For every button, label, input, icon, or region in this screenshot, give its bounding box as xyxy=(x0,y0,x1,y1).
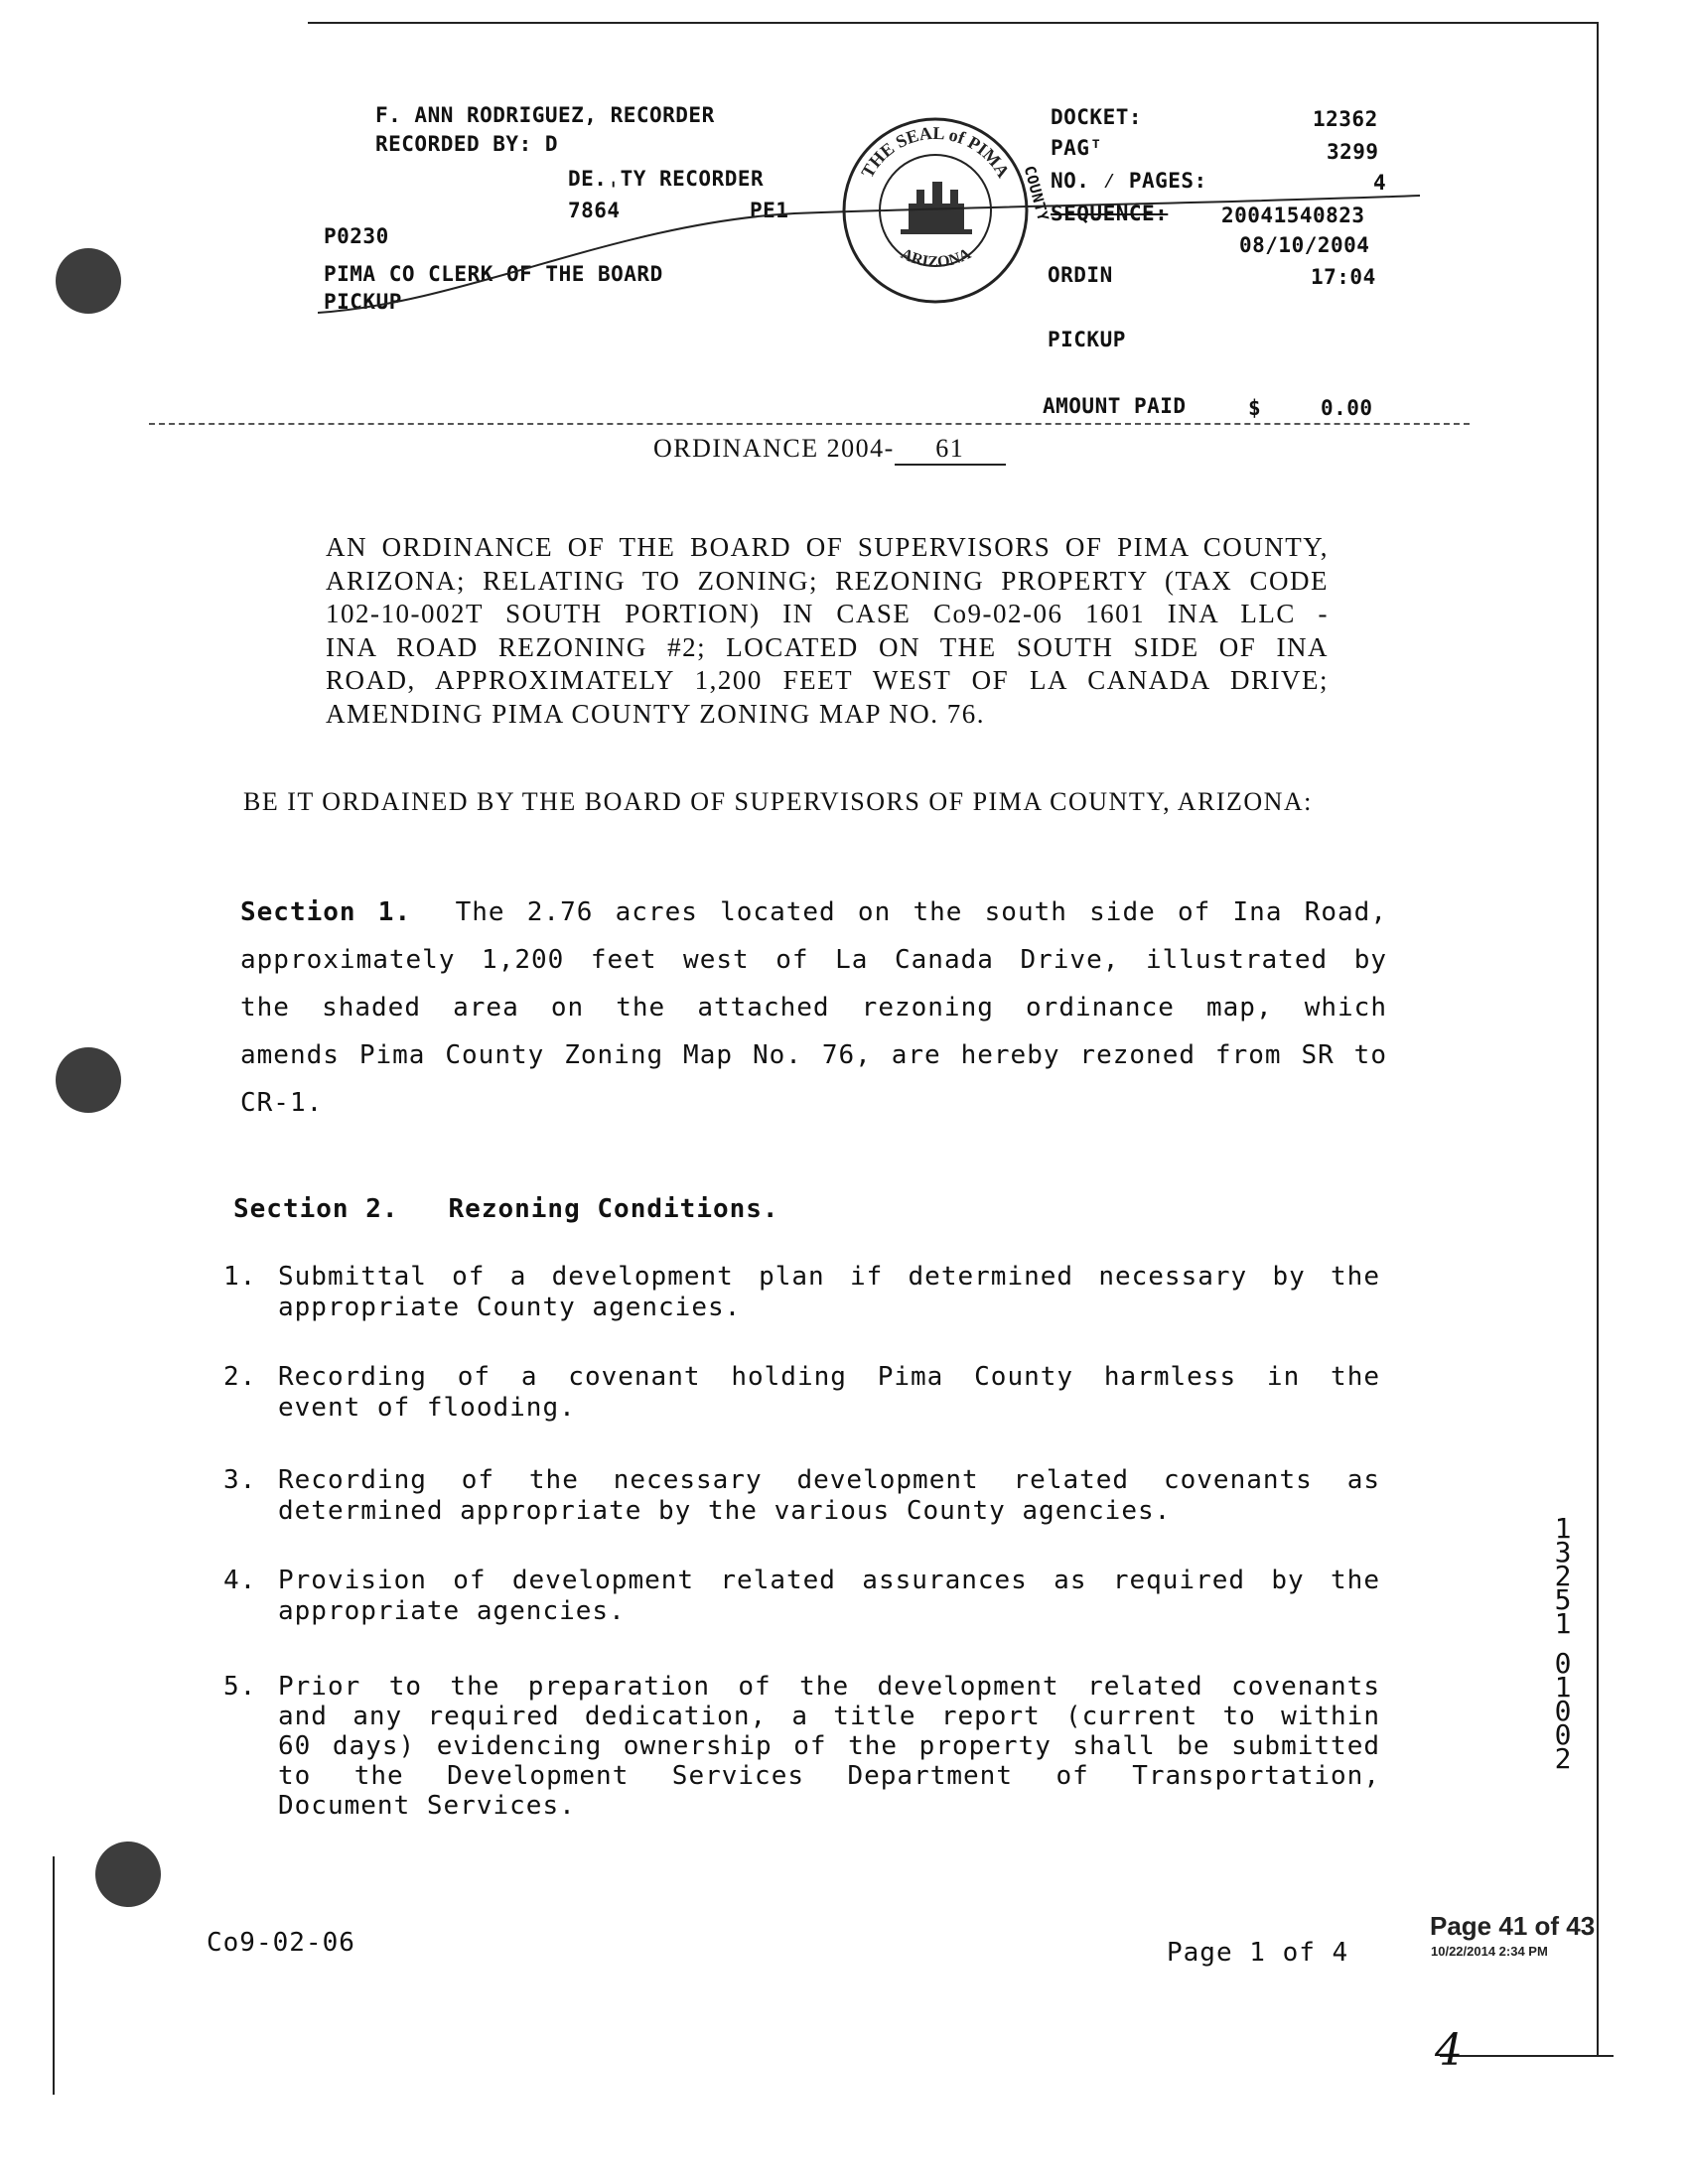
condition-line: and any required dedication, a title report (current to within xyxy=(278,1702,1380,1731)
section-1-heading: Section 1. xyxy=(240,897,412,927)
enactment-clause: BE IT ORDAINED BY THE BOARD OF SUPERVISORS OF PIMA COUNTY, ARIZONA: xyxy=(243,787,1313,816)
ordinance-title xyxy=(653,434,1006,466)
condition-number: 4. xyxy=(223,1566,257,1595)
header-separator xyxy=(149,423,1470,425)
page-border-right xyxy=(1597,22,1599,2057)
docket-label: DOCKET: xyxy=(1051,105,1143,129)
margin-digit: 0 xyxy=(1554,1695,1572,1727)
section-1-line: approximately 1,200 feet west of La Canada Drive, illustrated by xyxy=(240,945,1387,975)
condition-item xyxy=(223,1262,1380,1323)
recorder-code-3: P0230 xyxy=(324,224,389,248)
recorder-code-2: PE1 xyxy=(750,199,789,222)
section-2-heading-row xyxy=(233,1194,779,1224)
margin-digit: 5 xyxy=(1554,1583,1572,1616)
docket-pickup: PICKUP xyxy=(1048,328,1126,351)
docket-value: 12362 xyxy=(1313,107,1378,131)
section-1-line: the shaded area on the attached rezoning ordinance map, which xyxy=(240,993,1387,1023)
condition-item xyxy=(223,1672,1380,1821)
caption-line: ARIZONA; RELATING TO ZONING; REZONING PROPERTY (TAX CODE xyxy=(326,565,1329,596)
punch-hole-bottom xyxy=(95,1842,161,1907)
ordinance-caption xyxy=(326,531,1329,731)
condition-item xyxy=(223,1566,1380,1627)
amount-label: AMOUNT PAID xyxy=(1043,394,1187,418)
page-border-left xyxy=(53,1856,55,2095)
footer-page-number: Page 1 of 4 xyxy=(1167,1938,1349,1968)
ordinance-number: 61 xyxy=(895,434,1006,466)
condition-line: determined appropriate by the various County agencies. xyxy=(278,1496,1172,1526)
section-1-line: CR-1. xyxy=(240,1088,324,1118)
handwritten-mark: 4 xyxy=(1435,2025,1463,2076)
pages-value: 4 xyxy=(1373,171,1387,195)
condition-item xyxy=(223,1465,1380,1527)
margin-digit: 0 xyxy=(1554,1718,1572,1751)
svg-text:THE SEAL of PIMA xyxy=(857,123,1013,182)
caption-line: ROAD, APPROXIMATELY 1,200 FEET WEST OF LA CANADA DRIVE; xyxy=(326,665,1329,695)
caption-line: INA ROAD REZONING #2; LOCATED ON THE SOUTH SIDE OF INA xyxy=(326,631,1329,662)
caption-line: 102-10-002T SOUTH PORTION) IN CASE Co9-02-06 1601 INA LLC - xyxy=(326,599,1329,628)
condition-number: 5. xyxy=(223,1672,257,1702)
seal-bottom-text: ARIZONA xyxy=(898,245,974,271)
condition-line: to the Development Services Department of Transportation, xyxy=(278,1761,1380,1791)
condition-line: event of flooding. xyxy=(278,1393,576,1423)
amount-currency: $ xyxy=(1248,396,1262,420)
condition-line: Recording of a covenant holding Pima County harmless in the xyxy=(278,1362,1380,1392)
recorder-method: PICKUP xyxy=(324,290,402,314)
deputy-recorder: DE.ˌTY RECORDER xyxy=(568,167,765,191)
section-2-heading: Section 2. xyxy=(233,1194,399,1224)
condition-line: appropriate County agencies. xyxy=(278,1293,742,1322)
sequence-value: 20041540823 xyxy=(1221,204,1365,227)
margin-digit: 2 xyxy=(1554,1742,1572,1775)
section-2-title: Rezoning Conditions. xyxy=(448,1194,779,1224)
recorded-date: 08/10/2004 xyxy=(1239,233,1370,257)
condition-number: 2. xyxy=(223,1362,257,1392)
section-1-text: The 2.76 acres located on the south side of Ina Road, xyxy=(455,897,1387,927)
margin-digit: 1 xyxy=(1554,1671,1572,1704)
pages-label: NO. ⁄ PAGES: xyxy=(1051,169,1207,193)
section-1 xyxy=(240,888,1387,1127)
margin-digit: 3 xyxy=(1554,1536,1572,1569)
seal-top-text: THE SEAL of PIMA xyxy=(857,122,1014,182)
header-stroke xyxy=(318,184,1420,323)
condition-line: Document Services. xyxy=(278,1791,576,1821)
margin-digit: 2 xyxy=(1554,1560,1572,1592)
recorded-by: RECORDED BY: D xyxy=(375,132,559,156)
recorder-name: F. ANN RODRIGUEZ, RECORDER xyxy=(375,103,715,127)
footer-case-number: Co9-02-06 xyxy=(207,1928,355,1958)
page-value: 3299 xyxy=(1327,140,1379,164)
stamp-timestamp: 10/22/2014 2:34 PM xyxy=(1431,1944,1548,1959)
section-1-line: amends Pima County Zoning Map No. 76, are hereby rezoned from SR to xyxy=(240,1040,1387,1070)
amount-value: 0.00 xyxy=(1321,396,1373,420)
condition-item xyxy=(223,1362,1380,1424)
condition-line: Submittal of a development plan if determined necessary by the xyxy=(278,1262,1380,1292)
margin-digit: 1 xyxy=(1554,1607,1572,1640)
condition-line: Recording of the necessary development related covenants as xyxy=(278,1465,1380,1495)
caption-line: AMENDING PIMA COUNTY ZONING MAP NO. 76. xyxy=(326,698,985,729)
condition-line: Prior to the preparation of the development related covenants xyxy=(278,1672,1380,1702)
document-type: ORDIN xyxy=(1048,263,1113,287)
condition-line: 60 days) evidencing ownership of the property shall be submitted xyxy=(278,1731,1380,1761)
margin-digit: 1 xyxy=(1554,1512,1572,1545)
punch-hole-top xyxy=(56,248,121,314)
condition-number: 1. xyxy=(223,1262,257,1292)
sequence-label: SEQUENCE: xyxy=(1051,202,1169,225)
page-label: PAGᵀ xyxy=(1051,136,1103,160)
recorded-time: 17:04 xyxy=(1311,265,1376,289)
recorder-party: PIMA CO CLERK OF THE BOARD xyxy=(324,262,663,286)
page-border-bottom xyxy=(1440,2055,1614,2057)
recorder-code-1: 7864 xyxy=(568,199,621,222)
ordinance-title-prefix: ORDINANCE 2004- xyxy=(653,434,895,463)
condition-line: Provision of development related assurances as required by the xyxy=(278,1566,1380,1595)
condition-number: 3. xyxy=(223,1465,257,1495)
margin-digit: 0 xyxy=(1554,1647,1572,1680)
page-border-top xyxy=(308,22,1599,24)
punch-hole-middle xyxy=(56,1047,121,1113)
caption-line: AN ORDINANCE OF THE BOARD OF SUPERVISORS OF PIMA COUNTY, xyxy=(326,532,1329,562)
stamp-page-count: Page 41 of 43 xyxy=(1430,1911,1596,1941)
condition-line: appropriate agencies. xyxy=(278,1596,626,1626)
section-1-first-line xyxy=(240,888,1387,936)
seal-right-text: COUNTY xyxy=(1020,164,1053,223)
